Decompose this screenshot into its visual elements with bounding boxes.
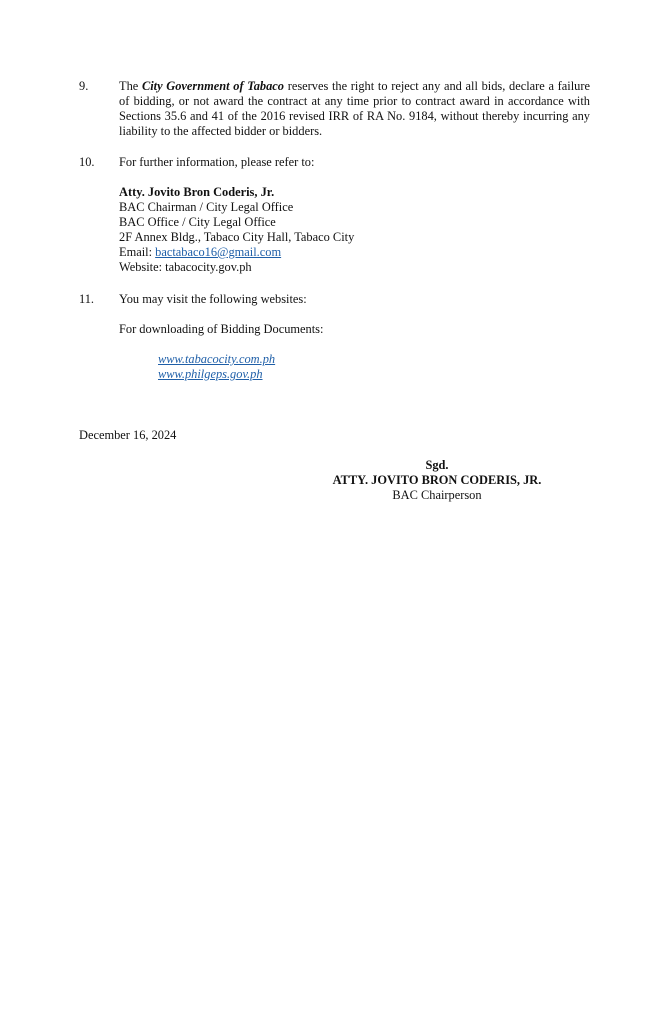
entity-name: City Government of Tabaco — [141, 79, 285, 93]
item-intro: For further information, please refer to: — [119, 155, 315, 169]
item-intro: You may visit the following websites: — [119, 292, 307, 306]
signature-block — [300, 458, 574, 503]
contact-address: 2F Annex Bldg., Tabaco City Hall, Tabaco City — [119, 230, 355, 244]
website-list — [119, 352, 590, 382]
signatory-title: BAC Chairperson — [392, 488, 482, 502]
signatory-name: ATTY. JOVITO BRON CODERIS, JR. — [332, 473, 542, 487]
contact-website: Website: tabacocity.gov.ph — [119, 260, 252, 274]
contact-email-line — [119, 245, 590, 260]
contact-name: Atty. Jovito Bron Coderis, Jr. — [119, 185, 275, 199]
contact-office: BAC Office / City Legal Office — [119, 215, 276, 229]
document-date: December 16, 2024 — [79, 428, 177, 442]
text-after: reserves the right to reject any and all bids, declare a failure of bidding, or not award the contract at any time prior to contract award in accordance with Sections 35.6 and 41 of the 2016 revised IRR of RA No. 9184, without thereby incurring any liability to the affected bidder or bidders. — [119, 79, 590, 138]
email-label: Email: — [119, 245, 156, 259]
contact-position: BAC Chairman / City Legal Office — [119, 200, 294, 214]
item-number: 11. — [79, 292, 95, 306]
website-link[interactable]: www.philgeps.gov.ph — [158, 367, 263, 381]
item-number: 10. — [79, 155, 95, 169]
item-10-body — [119, 155, 590, 275]
text-before: The — [119, 79, 142, 93]
email-link[interactable]: bactabaco16@gmail.com — [155, 245, 282, 259]
website-link[interactable]: www.tabacocity.com.ph — [158, 352, 276, 366]
item-11-body — [119, 292, 590, 382]
item-9-paragraph — [119, 79, 590, 139]
signed-mark: Sgd. — [425, 458, 449, 472]
item-sub-intro: For downloading of Bidding Documents: — [119, 322, 324, 336]
item-number: 9. — [79, 79, 89, 93]
